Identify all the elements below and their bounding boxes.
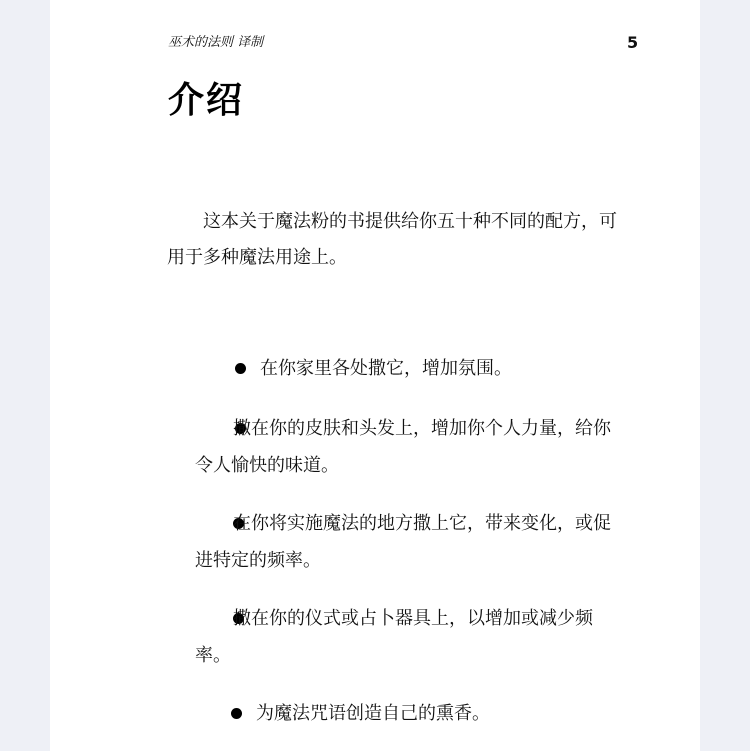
bullet-item-1: 在你家里各处撒它，增加氛围。 <box>260 358 512 379</box>
bullet-item-2: 撒在你的皮肤和头发上，增加你个人力量，给你令人愉快的味道。 <box>195 418 611 476</box>
page-number: 5 <box>627 33 639 52</box>
document-page <box>50 0 700 751</box>
bullet-item-3: 在你将实施魔法的地方撒上它，带来变化，或促进特定的频率。 <box>195 513 611 571</box>
bullet-list <box>50 0 700 751</box>
section-title: 介绍 <box>168 80 245 121</box>
bullet-item-5: 为魔法咒语创造自己的熏香。 <box>256 703 490 724</box>
intro-paragraph: 这本关于魔法粉的书提供给你五十种不同的配方，可用于多种魔法用途上。 <box>167 211 617 268</box>
running-header: 巫术的法则 译制 <box>168 35 264 50</box>
bullet-item-4: 撒在你的仪式或占卜器具上，以增加或减少频率。 <box>195 608 593 666</box>
